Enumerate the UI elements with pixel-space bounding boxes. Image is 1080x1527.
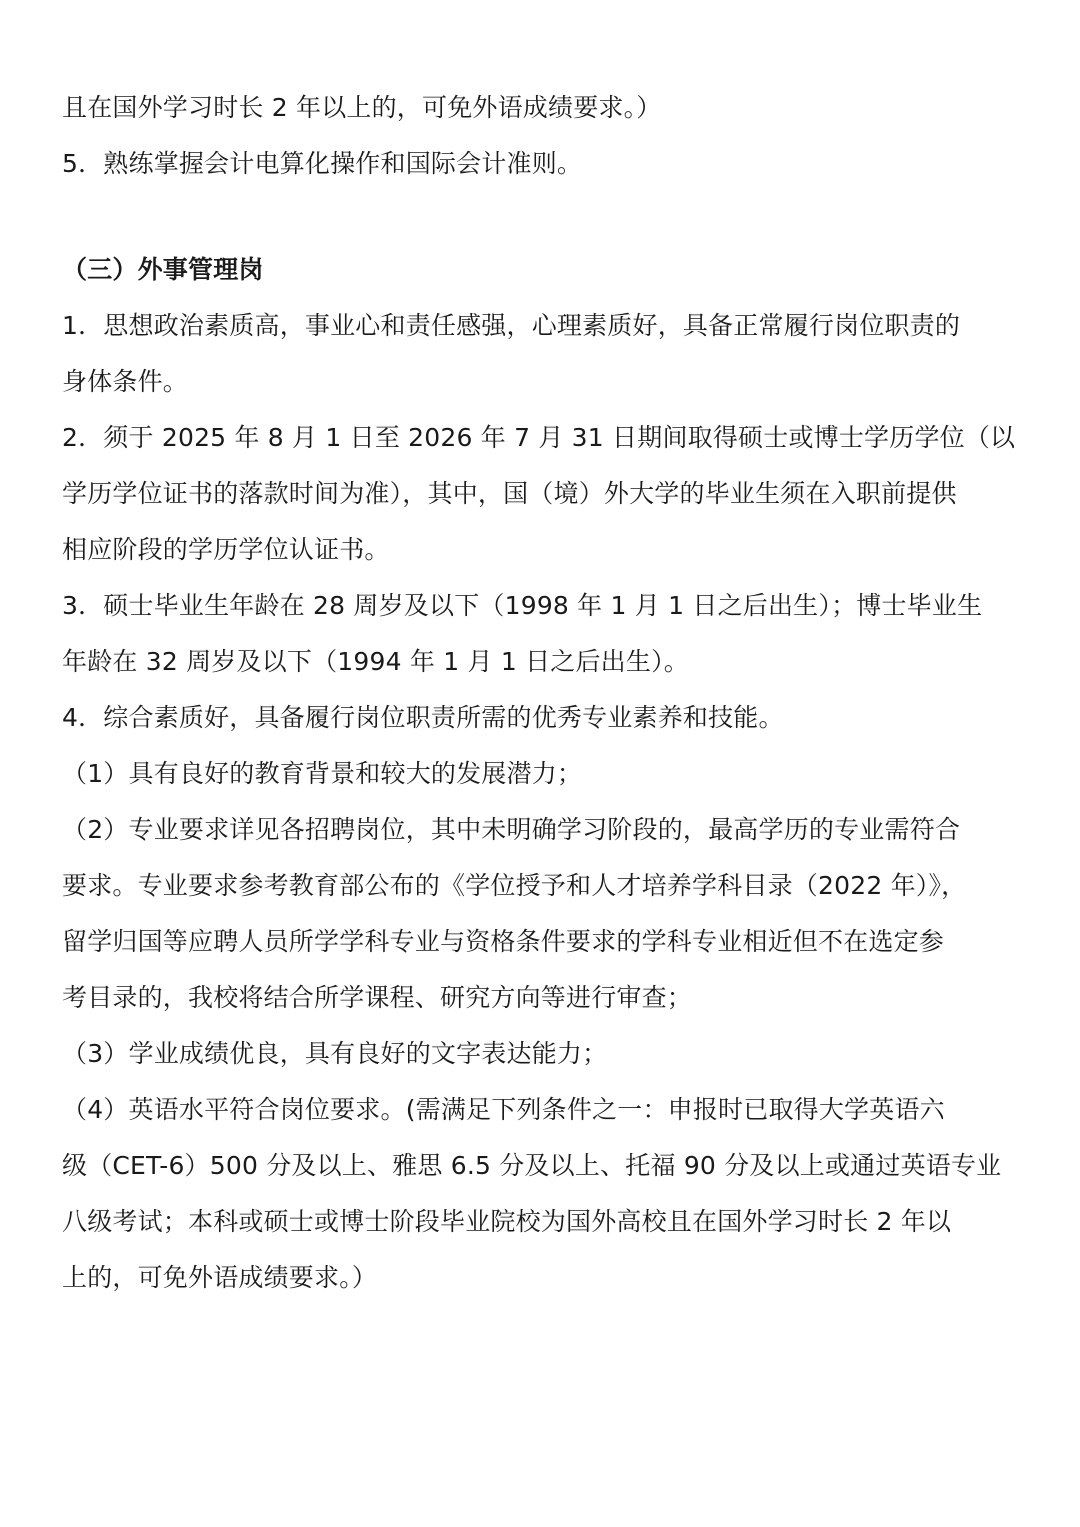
text-line: 上的，可免外语成绩要求。） <box>62 1263 378 1292</box>
text-line: （1）具有良好的教育背景和较大的发展潜力； <box>62 759 583 788</box>
paragraph-gap <box>62 192 1024 242</box>
text-line: 5．熟练掌握会计电算化操作和国际会计准则。 <box>62 149 583 178</box>
text-line: 级（CET-6）500 分及以上、雅思 6.5 分及以上、托福 90 分及以上或通过英语专业 <box>62 1151 1002 1180</box>
text-line: 学历学位证书的落款时间为准），其中，国（境）外大学的毕业生须在入职前提供 <box>62 479 957 508</box>
text-line: 1．思想政治素质高，事业心和责任感强，心理素质好，具备正常履行岗位职责的 <box>62 311 961 340</box>
text-line: 八级考试；本科或硕士或博士阶段毕业院校为国外高校且在国外学习时长 2 年以 <box>62 1207 952 1236</box>
text-line: 2．须于 2025 年 8 月 1 日至 2026 年 7 月 31 日期间取得硕士或博士学历学位（以 <box>62 423 1016 452</box>
text-line: 年龄在 32 周岁及以下（1994 年 1 月 1 日之后出生）。 <box>62 647 689 676</box>
text-line: 要求。专业要求参考教育部公布的《学位授予和人才培养学科目录（2022 年）》， <box>62 871 967 900</box>
text-line: （4）英语水平符合岗位要求。(需满足下列条件之一：申报时已取得大学英语六 <box>62 1095 945 1124</box>
text-line: 考目录的，我校将结合所学课程、研究方向等进行审查； <box>62 983 693 1012</box>
text-line: 且在国外学习时长 2 年以上的，可免外语成绩要求。） <box>62 93 662 122</box>
text-line: 留学归国等应聘人员所学学科专业与资格条件要求的学科专业相近但不在选定参 <box>62 927 945 956</box>
text-line: 3．硕士毕业生年龄在 28 周岁及以下（1998 年 1 月 1 日之后出生）；博士毕业生 <box>62 591 983 620</box>
text-line: （2）专业要求详见各招聘岗位，其中未明确学习阶段的，最高学历的专业需符合 <box>62 815 961 844</box>
text-line: （3）学业成绩优良，具有良好的文字表达能力； <box>62 1039 608 1068</box>
document-page <box>62 80 1024 1306</box>
section-heading: （三）外事管理岗 <box>62 255 264 284</box>
text-line: 相应阶段的学历学位认证书。 <box>62 535 390 564</box>
text-line: 4．综合素质好，具备履行岗位职责所需的优秀专业素养和技能。 <box>62 703 784 732</box>
text-line: 身体条件。 <box>62 367 189 396</box>
